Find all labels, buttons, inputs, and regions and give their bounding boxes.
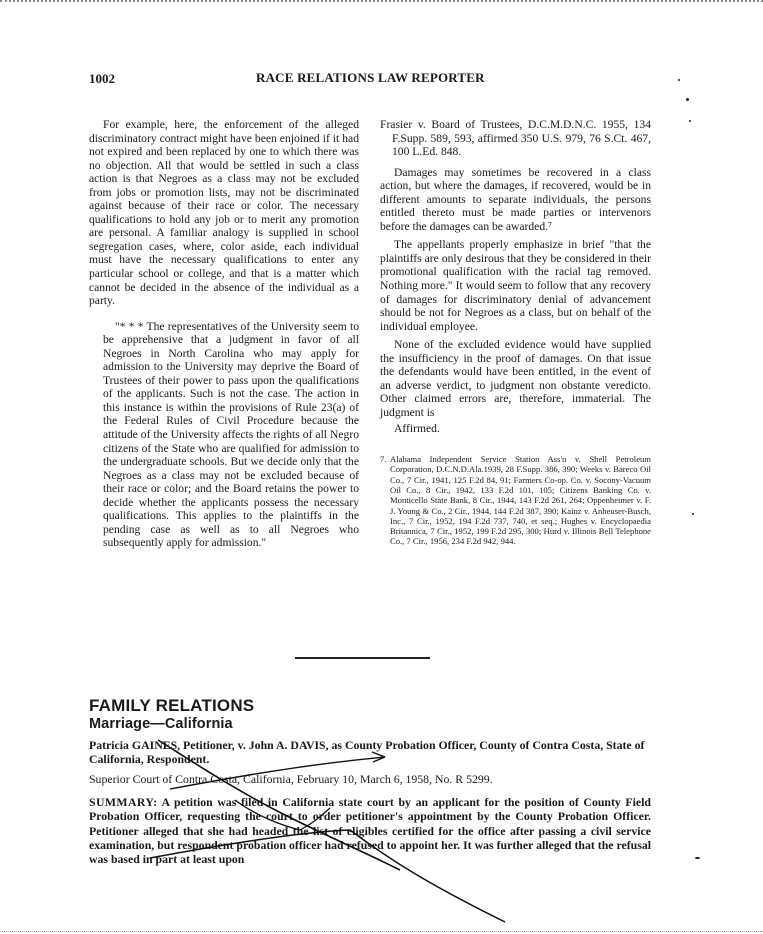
right-paragraph-damages: Damages may sometimes be recovered in a class action, but where the damages, if recovered, would be in different amounts to separate individuals, the persons entitled thereto must be made parties or intervenors before the damages can be awarded.⁷ [380,165,651,233]
right-column [380,118,651,547]
section-subheading: Marriage—California [89,716,233,732]
margin-mark [678,79,680,81]
court-line: Superior Court of Contra Costa, California, February 10, March 6, 1958, No. R 5299. [89,772,493,786]
summary-label: SUMMARY: [89,795,158,809]
footnote-number: 7. [380,454,387,465]
footnote-text: Alabama Independent Service Station Ass'n v. Shell Petroleum Corporation, D.C.N.D.Ala.1939, 28 F.Supp. 386, 390; Weeks v. Bareco Oil Co., 7 Cir., 1941, 125 F.2d 84, 91; Farmers Co-op. Co. v. Socony-Vacuum Oil Co., 8 Cir., 1942, 133 F.2d 101, 105; Citizens Banking Co. v. Monticello State Bank, 8 Cir., 1944, 143 F.2d 261, 264; Oppenheimer v. F. J. Young & Co., 2 Cir., 1944, 144 F.2d 387, 390; Kainz v. Anheuser-Busch, Inc., 7 Cir., 1952, 194 F.2d 737, 740, et seq.; Hughes v. Encyclopaedia Britannica, 7 Cir., 1952, 199 F.2d 295, 300; Hurd v. Illinois Bell Telephone Co., 7 Cir., 1956, 234 F.2d 942, 944. [390,454,651,547]
footnote [380,454,651,547]
running-head: RACE RELATIONS LAW REPORTER [256,70,485,85]
left-paragraph: For example, here, the enforcement of the alleged discriminatory contract might have been enjoined if it had not expired and been replaced by one to which there was no objection. All that would be settled in such a class action is that Negroes as a class may not be excluded from jobs or promotion lists, may not be discriminated against because of their race or color. The necessary qualifications to hold any job or to merit any promotion are personal. A familiar analogy is supplied in school segregation cases, where, color aside, each individual must have the necessary qualifications to enter any particular school or college, and that is a matter which cannot be decided in the absence of the individual as a party. [89,118,359,308]
right-paragraph-appellants: The appellants properly emphasize in brief "that the plaintiffs are only desirous that they be considered in their promotional qualification with the racial tag removed. Nothing more." It would seem to follow that any recovery of damages for discriminatory denial of advancement should be not for Negroes as a class, but on behalf of the individual employee. [380,238,651,333]
summary [89,795,651,866]
scan-edge-top [0,0,763,4]
section-heading: FAMILY RELATIONS [89,696,255,715]
margin-mark [686,98,689,101]
case-citation: Frasier v. Board of Trustees, D.C.M.D.N.C. 1955, 134 F.Supp. 589, 593, affirmed 350 U.S. 979, 76 S.Ct. 467, 100 L.Ed. 848. [380,118,651,159]
block-quote: "* * * The representatives of the University seem to be apprehensive that a judgment in favor of all Negroes in North Carolina who may apply for admission to the University may deprive the Board of Trustees of their power to pass upon the qualifications of the applicants. Such is not the case. The action in this instance is within the provisions of Rule 23(a) of the Federal Rules of Civil Procedure because the attitude of the University affects the rights of all Negro citizens of the State who are qualified for admission to the undergraduate schools. But we decide only that the Negroes as a class may not be excluded because of their race or color; and the Board retains the power to decide whether the applicants possess the necessary qualifications. This applies to the plaintiffs in the pending case as well as to all Negroes who subsequently apply for admission." [103,319,359,550]
left-column [89,118,359,550]
affirmed-text: Affirmed. [394,422,440,436]
margin-mark [689,120,691,122]
case-title: Patricia GAINES, Petitioner, v. John A. DAVIS, as County Probation Officer, County of Contra Costa, State of California, Respondent. [89,738,645,767]
margin-mark [692,513,694,515]
right-paragraph-evidence: None of the excluded evidence would have supplied the insufficiency in the proof of damages. On that issue the defendants would have been entitled, in the event of an adverse verdict, to judgment non obstante veredicto. Other claimed errors are, therefore, immaterial. The judgment is [380,338,651,419]
section-divider [295,657,430,659]
summary-text: A petition was filed in California state court by an applicant for the position of County Field Probation Officer, requesting the court to order petitioner's appointment by the County Probation Officer. Petitioner alleged that she had headed the list of eligibles certified for the office after passing a civil service examination, but respondent probation officer had refused to appoint her. It was further alleged that the refusal was based in part at least upon [89,795,651,867]
page-number: 1002 [89,71,115,86]
margin-mark [695,857,700,859]
